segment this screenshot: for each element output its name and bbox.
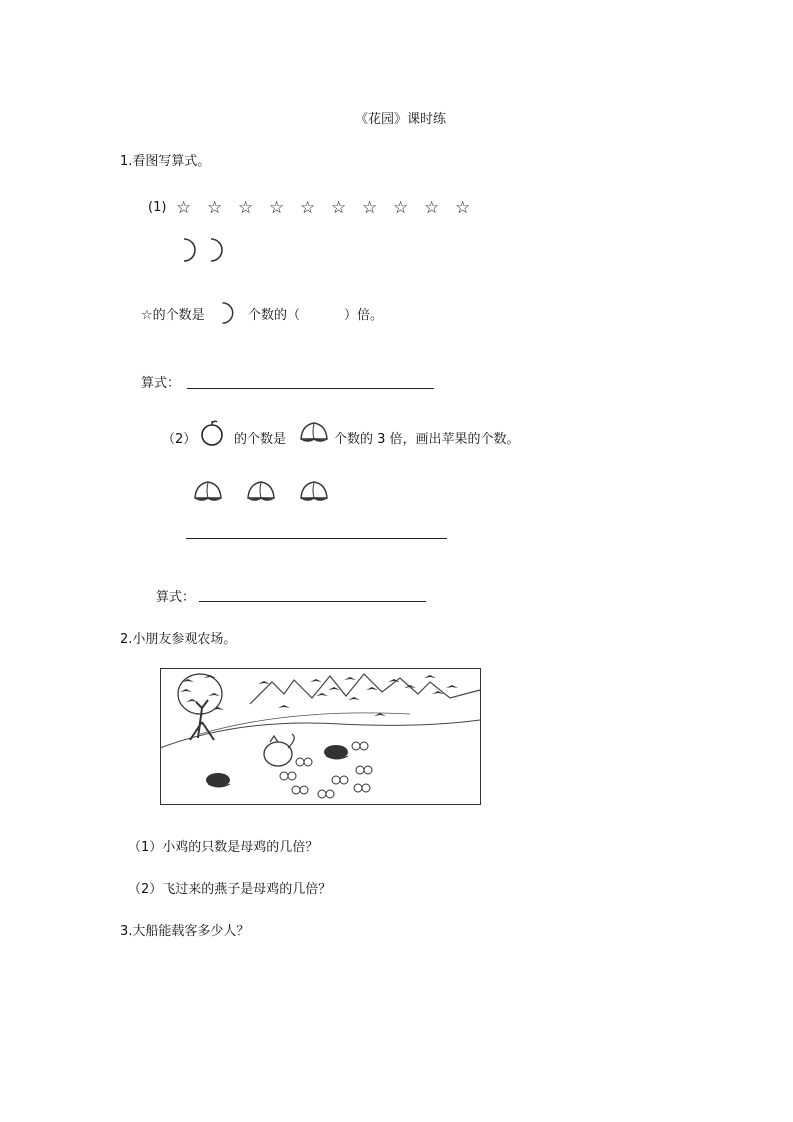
q1-part2-label: （2）	[162, 432, 197, 447]
q3-heading: 3.大船能载客多少人？	[120, 924, 250, 939]
q1-part2-text-b: 个数的 3 倍，画出苹果的个数。	[334, 432, 520, 447]
apple-icon	[200, 420, 224, 446]
q1-heading: 1.看图写算式。	[120, 154, 211, 169]
moon-icon	[178, 237, 204, 263]
star-icon: ☆	[362, 198, 378, 218]
q1-part1-label: (1)	[148, 200, 167, 215]
star-icon: ☆	[207, 198, 223, 218]
q1-part1-sentence-b: 个数的（	[248, 308, 301, 323]
q1-part2-text-a: 的个数是	[234, 432, 287, 447]
star-row	[176, 198, 486, 218]
star-icon: ☆	[424, 198, 440, 218]
answer-line[interactable]	[199, 601, 426, 602]
peach-icon	[192, 478, 224, 504]
drawing-line[interactable]	[186, 538, 447, 539]
peach-icon	[298, 419, 330, 445]
q2-sub1: （1）小鸡的只数是母鸡的几倍？	[128, 840, 319, 855]
q2-sub2: （2）飞过来的燕子是母鸡的几倍？	[128, 882, 332, 897]
star-icon: ☆	[331, 198, 347, 218]
q1-part1-formula-label: 算式：	[141, 376, 181, 391]
answer-line[interactable]	[187, 388, 434, 389]
star-icon: ☆	[393, 198, 409, 218]
q1-part1-sentence-a: ☆的个数是	[141, 308, 205, 323]
star-icon: ☆	[176, 198, 192, 218]
farm-scene-image	[160, 668, 482, 810]
moon-icon	[217, 301, 241, 325]
star-icon: ☆	[455, 198, 471, 218]
peach-icon	[298, 478, 330, 504]
moon-icon	[205, 237, 231, 263]
star-icon: ☆	[238, 198, 254, 218]
q1-part2-formula-label: 算式：	[156, 590, 196, 605]
page-title: 《花园》课时练	[354, 112, 446, 127]
peach-icon	[245, 478, 277, 504]
star-icon: ☆	[300, 198, 316, 218]
q2-heading: 2.小朋友参观农场。	[120, 632, 237, 647]
q1-part1-sentence-c: ）倍。	[344, 308, 384, 323]
star-icon: ☆	[269, 198, 285, 218]
